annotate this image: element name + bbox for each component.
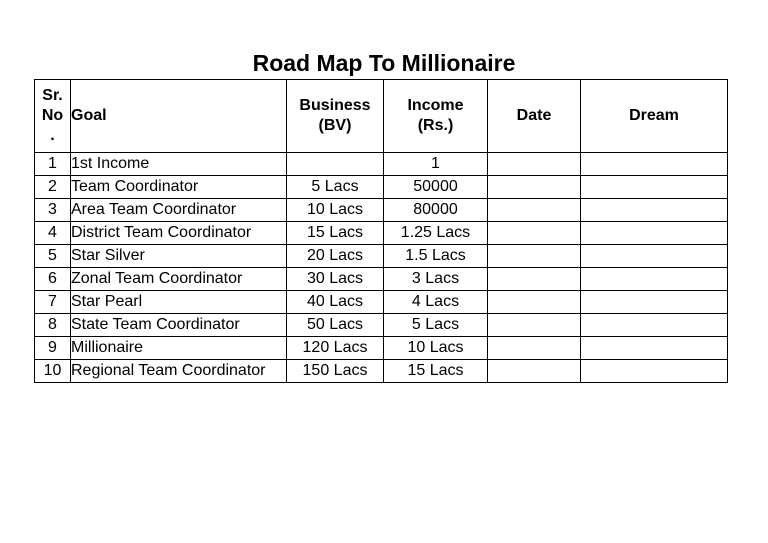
cell-dream (581, 222, 728, 245)
cell-sr: 5 (35, 245, 71, 268)
table-row (35, 360, 728, 383)
cell-sr: 1 (35, 153, 71, 176)
cell-business: 30 Lacs (287, 268, 384, 291)
header-business (287, 80, 384, 153)
cell-date (488, 245, 581, 268)
header-income-line1: Income (407, 97, 464, 114)
cell-business: 5 Lacs (287, 176, 384, 199)
cell-dream (581, 199, 728, 222)
cell-business: 15 Lacs (287, 222, 384, 245)
cell-business (287, 153, 384, 176)
cell-income: 3 Lacs (384, 268, 488, 291)
header-dream: Dream (581, 80, 728, 153)
header-sr-line3: . (50, 127, 55, 144)
cell-goal: Area Team Coordinator (71, 199, 287, 222)
roadmap-table (34, 79, 728, 383)
cell-goal: Regional Team Coordinator (71, 360, 287, 383)
cell-dream (581, 176, 728, 199)
table-row (35, 314, 728, 337)
cell-income: 4 Lacs (384, 291, 488, 314)
cell-business: 20 Lacs (287, 245, 384, 268)
cell-goal: 1st Income (71, 153, 287, 176)
cell-dream (581, 268, 728, 291)
cell-goal: Millionaire (71, 337, 287, 360)
cell-sr: 9 (35, 337, 71, 360)
header-income (384, 80, 488, 153)
cell-date (488, 360, 581, 383)
header-row (35, 80, 728, 153)
cell-date (488, 199, 581, 222)
header-business-line1: Business (299, 97, 371, 114)
cell-date (488, 337, 581, 360)
cell-date (488, 268, 581, 291)
table-row (35, 153, 728, 176)
cell-business: 50 Lacs (287, 314, 384, 337)
cell-income: 10 Lacs (384, 337, 488, 360)
cell-date (488, 291, 581, 314)
cell-income: 5 Lacs (384, 314, 488, 337)
cell-goal: Star Silver (71, 245, 287, 268)
cell-sr: 7 (35, 291, 71, 314)
cell-dream (581, 245, 728, 268)
cell-sr: 10 (35, 360, 71, 383)
page-title: Road Map To Millionaire (252, 50, 516, 76)
cell-dream (581, 291, 728, 314)
cell-goal: State Team Coordinator (71, 314, 287, 337)
cell-dream (581, 360, 728, 383)
cell-goal: Team Coordinator (71, 176, 287, 199)
cell-income: 1.25 Lacs (384, 222, 488, 245)
cell-sr: 4 (35, 222, 71, 245)
cell-income: 50000 (384, 176, 488, 199)
table-row (35, 268, 728, 291)
cell-dream (581, 153, 728, 176)
cell-goal: District Team Coordinator (71, 222, 287, 245)
cell-sr: 3 (35, 199, 71, 222)
header-date: Date (488, 80, 581, 153)
cell-dream (581, 337, 728, 360)
cell-business: 120 Lacs (287, 337, 384, 360)
cell-business: 10 Lacs (287, 199, 384, 222)
cell-sr: 2 (35, 176, 71, 199)
cell-income: 1 (384, 153, 488, 176)
cell-goal: Zonal Team Coordinator (71, 268, 287, 291)
cell-sr: 8 (35, 314, 71, 337)
cell-sr: 6 (35, 268, 71, 291)
cell-date (488, 314, 581, 337)
cell-date (488, 176, 581, 199)
cell-income: 80000 (384, 199, 488, 222)
cell-dream (581, 314, 728, 337)
cell-business: 150 Lacs (287, 360, 384, 383)
table-row (35, 291, 728, 314)
header-income-line2: (Rs.) (417, 117, 454, 134)
header-goal: Goal (71, 80, 287, 153)
table-row (35, 199, 728, 222)
table-row (35, 337, 728, 360)
table-row (35, 245, 728, 268)
header-business-line2: (BV) (318, 117, 352, 134)
header-sr-no (35, 80, 71, 153)
table-row (35, 222, 728, 245)
cell-date (488, 153, 581, 176)
cell-goal: Star Pearl (71, 291, 287, 314)
header-sr-line1: Sr. (42, 87, 63, 104)
cell-income: 1.5 Lacs (384, 245, 488, 268)
cell-date (488, 222, 581, 245)
table-row (35, 176, 728, 199)
header-sr-line2: No (41, 107, 64, 124)
cell-income: 15 Lacs (384, 360, 488, 383)
cell-business: 40 Lacs (287, 291, 384, 314)
